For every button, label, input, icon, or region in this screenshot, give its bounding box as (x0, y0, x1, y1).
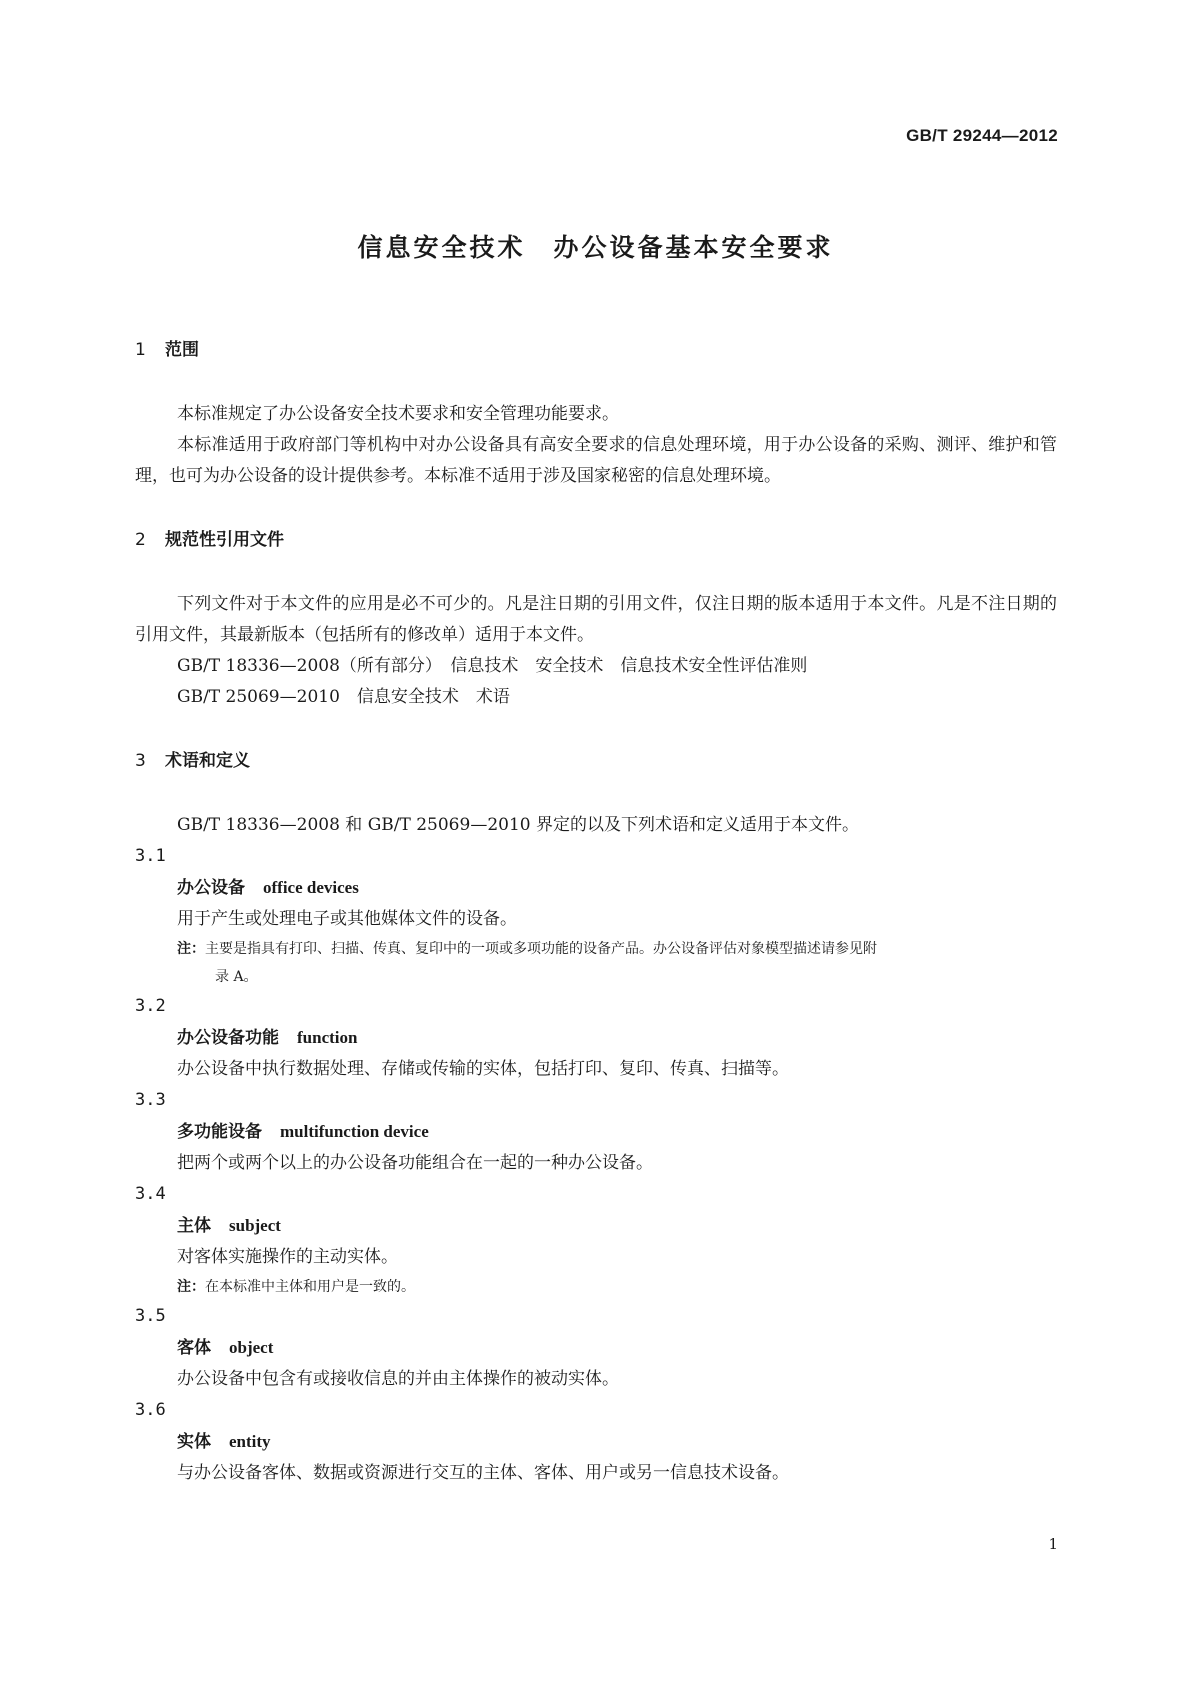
clause-number: 3.3 (135, 1090, 166, 1110)
term-definition: 用于产生或处理电子或其他媒体文件的设备。 (177, 909, 517, 929)
term-en: function (297, 1028, 358, 1047)
term-heading (135, 1022, 1057, 1054)
term-en: object (229, 1338, 274, 1357)
note-label: 注： (177, 1279, 205, 1295)
term-zh: 多功能设备 (177, 1122, 262, 1142)
section-number: 3 (135, 751, 146, 771)
clause-number: 3.1 (135, 846, 166, 866)
term-heading (135, 1332, 1057, 1364)
section-number: 1 (135, 340, 146, 360)
term-heading (135, 872, 1057, 904)
scope-paragraph-2: 本标准适用于政府部门等机构中对办公设备具有高安全要求的信息处理环境，用于办公设备的采购、测评、维护和管理，也可为办公设备的设计提供参考。本标准不适用于涉及国家秘密的信息处理环境。 (135, 435, 1057, 486)
term-definition: 与办公设备客体、数据或资源进行交互的主体、客体、用户或另一信息技术设备。 (177, 1463, 789, 1483)
term-heading (135, 1210, 1057, 1242)
note-text: 在本标准中主体和用户是一致的。 (205, 1279, 415, 1295)
document-body (135, 335, 1057, 1489)
term-heading (135, 1426, 1057, 1458)
normative-paragraph: 下列文件对于本文件的应用是必不可少的。凡是注日期的引用文件，仅注日期的版本适用于本文件。凡是不注日期的引用文件，其最新版本（包括所有的修改单）适用于本文件。 (135, 594, 1057, 645)
note-text: 主要是指具有打印、扫描、传真、复印中的一项或多项功能的设备产品。办公设备评估对象模型描述请参见附 (205, 941, 877, 957)
term-note (135, 935, 1057, 991)
term-zh: 客体 (177, 1338, 211, 1358)
clause-number: 3.6 (135, 1400, 166, 1420)
standard-number: GB/T 29244—2012 (906, 126, 1058, 145)
term-definition: 把两个或两个以上的办公设备功能组合在一起的一种办公设备。 (177, 1153, 653, 1173)
term-definition: 对客体实施操作的主动实体。 (177, 1247, 398, 1267)
terms-intro: GB/T 18336—2008 和 GB/T 25069—2010 界定的以及下列术语和定义适用于本文件。 (177, 815, 859, 835)
reference-item: GB/T 18336—2008（所有部分） 信息技术 安全技术 信息技术安全性评估准则 (177, 656, 808, 676)
document-title: 信息安全技术 办公设备基本安全要求 (357, 233, 834, 262)
clause-number: 3.2 (135, 996, 166, 1016)
term-en: office devices (263, 878, 359, 897)
section-title: 范围 (165, 340, 199, 360)
section-heading-normative-references (135, 525, 1057, 556)
section-heading-scope (135, 335, 1057, 366)
reference-item: GB/T 25069—2010 信息安全技术 术语 (177, 687, 510, 707)
term-definition: 办公设备中包含有或接收信息的并由主体操作的被动实体。 (177, 1369, 619, 1389)
term-definition: 办公设备中执行数据处理、存储或传输的实体，包括打印、复印、传真、扫描等。 (177, 1059, 789, 1079)
section-title: 术语和定义 (165, 751, 250, 771)
term-zh: 办公设备功能 (177, 1028, 279, 1048)
section-heading-terms (135, 746, 1057, 777)
page-number: 1 (1048, 1535, 1058, 1553)
note-text-continued: 录 A。 (215, 969, 258, 985)
section-title: 规范性引用文件 (165, 530, 284, 550)
term-note (135, 1273, 1057, 1301)
section-number: 2 (135, 530, 146, 550)
term-zh: 实体 (177, 1432, 211, 1452)
scope-paragraph-1: 本标准规定了办公设备安全技术要求和安全管理功能要求。 (177, 404, 619, 424)
clause-number: 3.5 (135, 1306, 166, 1326)
clause-number: 3.4 (135, 1184, 166, 1204)
term-zh: 主体 (177, 1216, 211, 1236)
term-heading (135, 1116, 1057, 1148)
term-zh: 办公设备 (177, 878, 245, 898)
term-en: entity (229, 1432, 271, 1451)
term-en: multifunction device (280, 1122, 429, 1141)
term-en: subject (229, 1216, 281, 1235)
note-label: 注： (177, 941, 205, 957)
